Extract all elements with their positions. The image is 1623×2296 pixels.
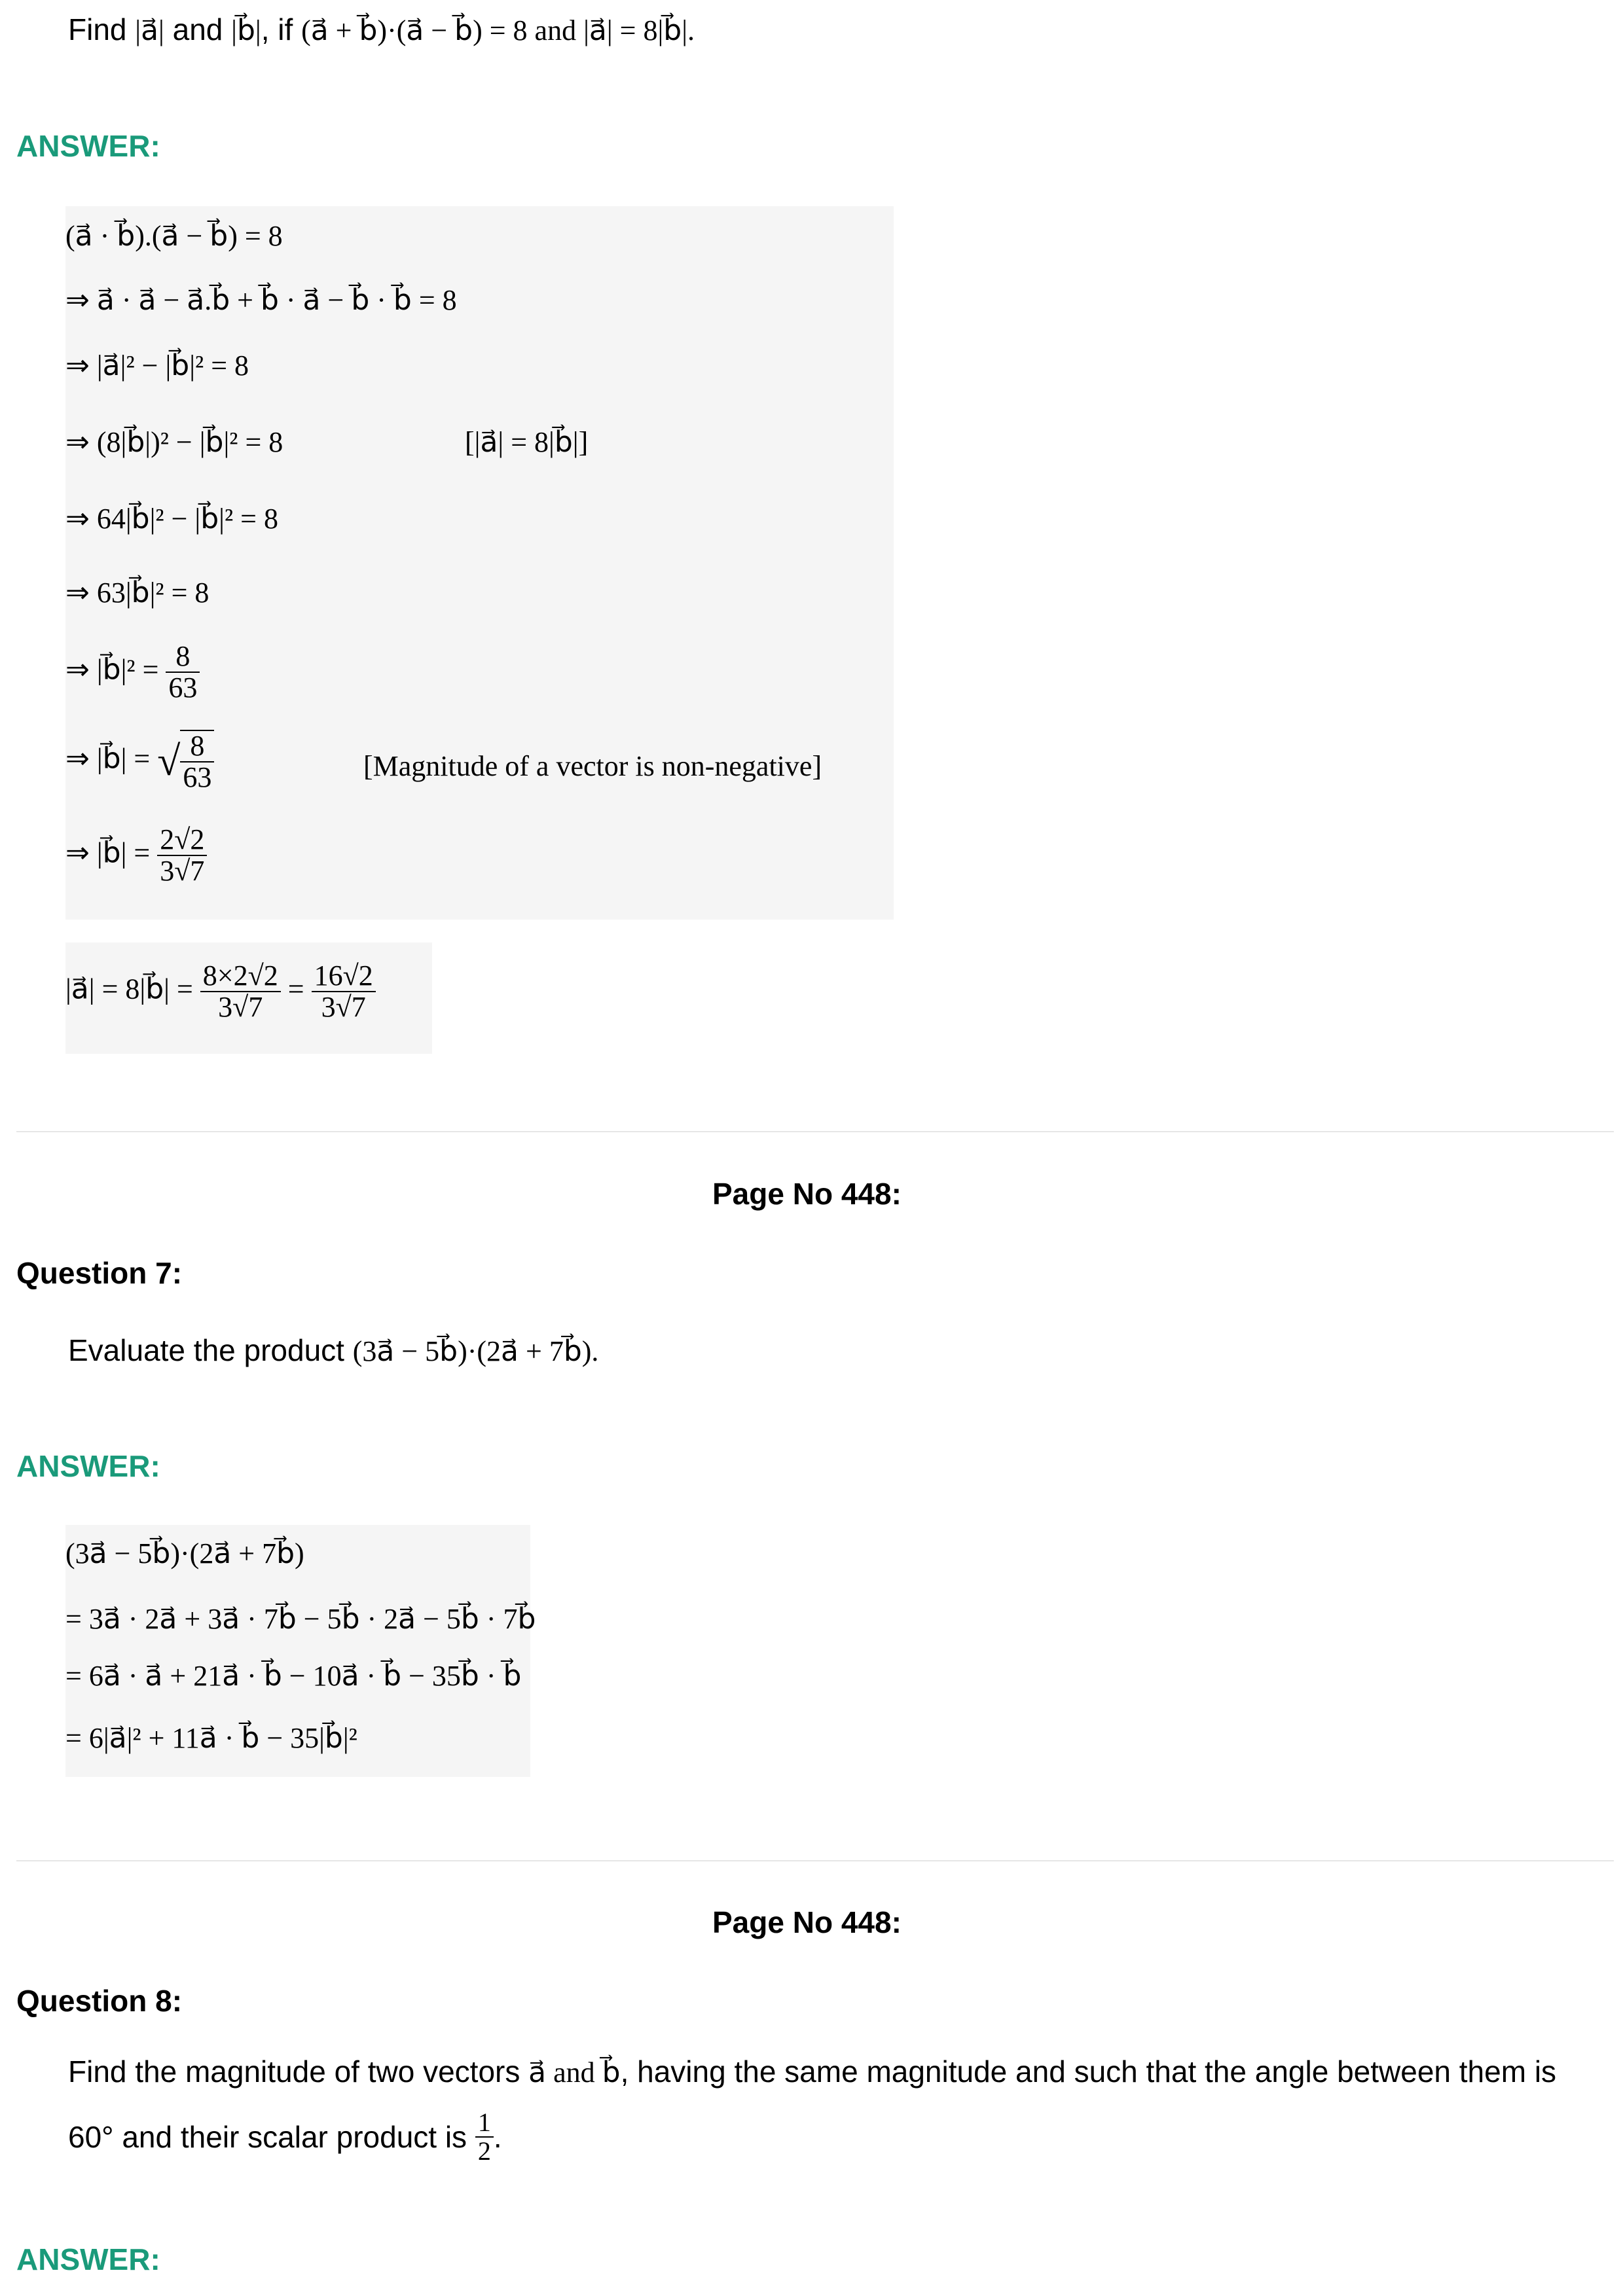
sol6-line-8 [65, 730, 214, 793]
sol6-l8-den: 63 [183, 761, 212, 794]
sol6-final-prefix: |a⃗| = 8|b⃗| = [65, 973, 193, 1005]
sol6-l7-prefix: ⇒ |b⃗|² = [65, 653, 159, 686]
sol6-l7-den: 63 [168, 672, 198, 704]
sol6-line-9 [65, 825, 207, 886]
question-6-text [68, 14, 695, 45]
sol6-final-den-1: 3√7 [218, 991, 263, 1024]
sol6-final-den-2: 3√7 [321, 991, 366, 1024]
section-divider-1 [16, 1131, 1614, 1132]
sol6-final-num-2: 16√2 [312, 961, 376, 992]
sol6-note-2: [Magnitude of a vector is non-negative] [363, 750, 822, 782]
sol6-note-1: [|a⃗| = 8|b⃗|] [465, 426, 589, 458]
sol6-line-7 [65, 641, 200, 703]
q6-abs-b: |b⃗| [231, 14, 261, 46]
page-number-heading-1: Page No 448: [712, 1177, 902, 1211]
q6-and: and [172, 12, 223, 46]
sol6-line-6: ⇒ 63|b⃗|² = 8 [65, 577, 210, 609]
sol6-line-3: ⇒ |a⃗|² − |b⃗|² = 8 [65, 350, 249, 382]
sol6-l8-prefix: ⇒ |b⃗| = [65, 742, 151, 775]
solution-7-box [65, 1525, 536, 1777]
answer-label-q6: ANSWER: [16, 129, 160, 163]
sol6-final-num-1: 8×2√2 [200, 961, 281, 992]
q6-comma-if: , if [261, 12, 293, 46]
q8-end: . [493, 2120, 502, 2154]
q8-frac-num: 1 [475, 2109, 494, 2138]
section-divider-2 [16, 1860, 1614, 1861]
sol6-final-line [65, 961, 376, 1022]
answer-label-q8: ANSWER: [16, 2242, 160, 2276]
sol6-l9-prefix: ⇒ |b⃗| = [65, 836, 151, 869]
sol6-line-4: ⇒ (8|b⃗|)² − |b⃗|² = 8 [65, 426, 283, 458]
sol6-line-5: ⇒ 64|b⃗|² − |b⃗|² = 8 [65, 503, 278, 535]
sol6-final-eq: = [287, 973, 304, 1005]
sol6-line-2: ⇒ a⃗ · a⃗ − a⃗.b⃗ + b⃗ · a⃗ − b⃗ · b⃗ = 8 [65, 284, 457, 316]
sol6-l8-sqrt: √ [157, 738, 181, 785]
q6-abs-a: |a⃗| [135, 14, 164, 46]
question-7-text [68, 1335, 598, 1366]
sol7-line-2: = 3a⃗ · 2a⃗ + 3a⃗ · 7b⃗ − 5b⃗ · 2a⃗ − 5b⃗ · 7b⃗ [65, 1603, 536, 1635]
sol7-line-3: = 6a⃗ · a⃗ + 21a⃗ · b⃗ − 10a⃗ · b⃗ − 35b⃗ · b⃗ [65, 1660, 522, 1692]
question-8-text-line-1 [68, 2056, 1556, 2087]
solution-6-final-box [65, 942, 432, 1054]
solution-6-box [65, 206, 894, 920]
sol6-l9-fraction [157, 825, 207, 886]
q8-text-2: , having the same magnitude and such that the angle between them is [620, 2054, 1557, 2089]
q8-frac-den: 2 [477, 2136, 491, 2166]
sol7-line-1: (3a⃗ − 5b⃗)·(2a⃗ + 7b⃗) [65, 1537, 304, 1570]
sol6-l8-fraction [180, 730, 214, 793]
sol6-line-1: (a⃗ · b⃗).(a⃗ − b⃗) = 8 [65, 220, 283, 252]
question-7-label: Question 7: [16, 1256, 183, 1290]
q8-fraction [475, 2109, 494, 2165]
question-8-label: Question 8: [16, 1984, 183, 2018]
q6-prefix: Find [68, 12, 127, 46]
answer-label-q7: ANSWER: [16, 1449, 160, 1483]
q6-condition: (a⃗ + b⃗)·(a⃗ − b⃗) = 8 and |a⃗| = 8|b⃗|. [301, 14, 695, 46]
question-8-text-line-2 [68, 2109, 502, 2165]
sol6-l9-num: 2√2 [157, 825, 207, 856]
sol6-l9-den: 3√7 [160, 855, 205, 888]
q7-text: Evaluate the product [68, 1333, 344, 1367]
q7-expr: (3a⃗ − 5b⃗)·(2a⃗ + 7b⃗). [352, 1335, 599, 1367]
q8-vectors: a⃗ and b⃗ [528, 2056, 621, 2089]
sol6-final-frac-2 [312, 961, 376, 1022]
sol7-line-4: = 6|a⃗|² + 11a⃗ · b⃗ − 35|b⃗|² [65, 1722, 357, 1754]
sol6-l7-fraction [166, 641, 200, 703]
page-number-heading-2: Page No 448: [712, 1905, 902, 1939]
sol6-l7-num: 8 [166, 641, 200, 673]
sol6-l8-num: 8 [180, 731, 214, 762]
sol6-final-frac-1 [200, 961, 281, 1022]
q8-text-3: 60° and their scalar product is [68, 2120, 467, 2154]
q8-text-1: Find the magnitude of two vectors [68, 2054, 520, 2089]
